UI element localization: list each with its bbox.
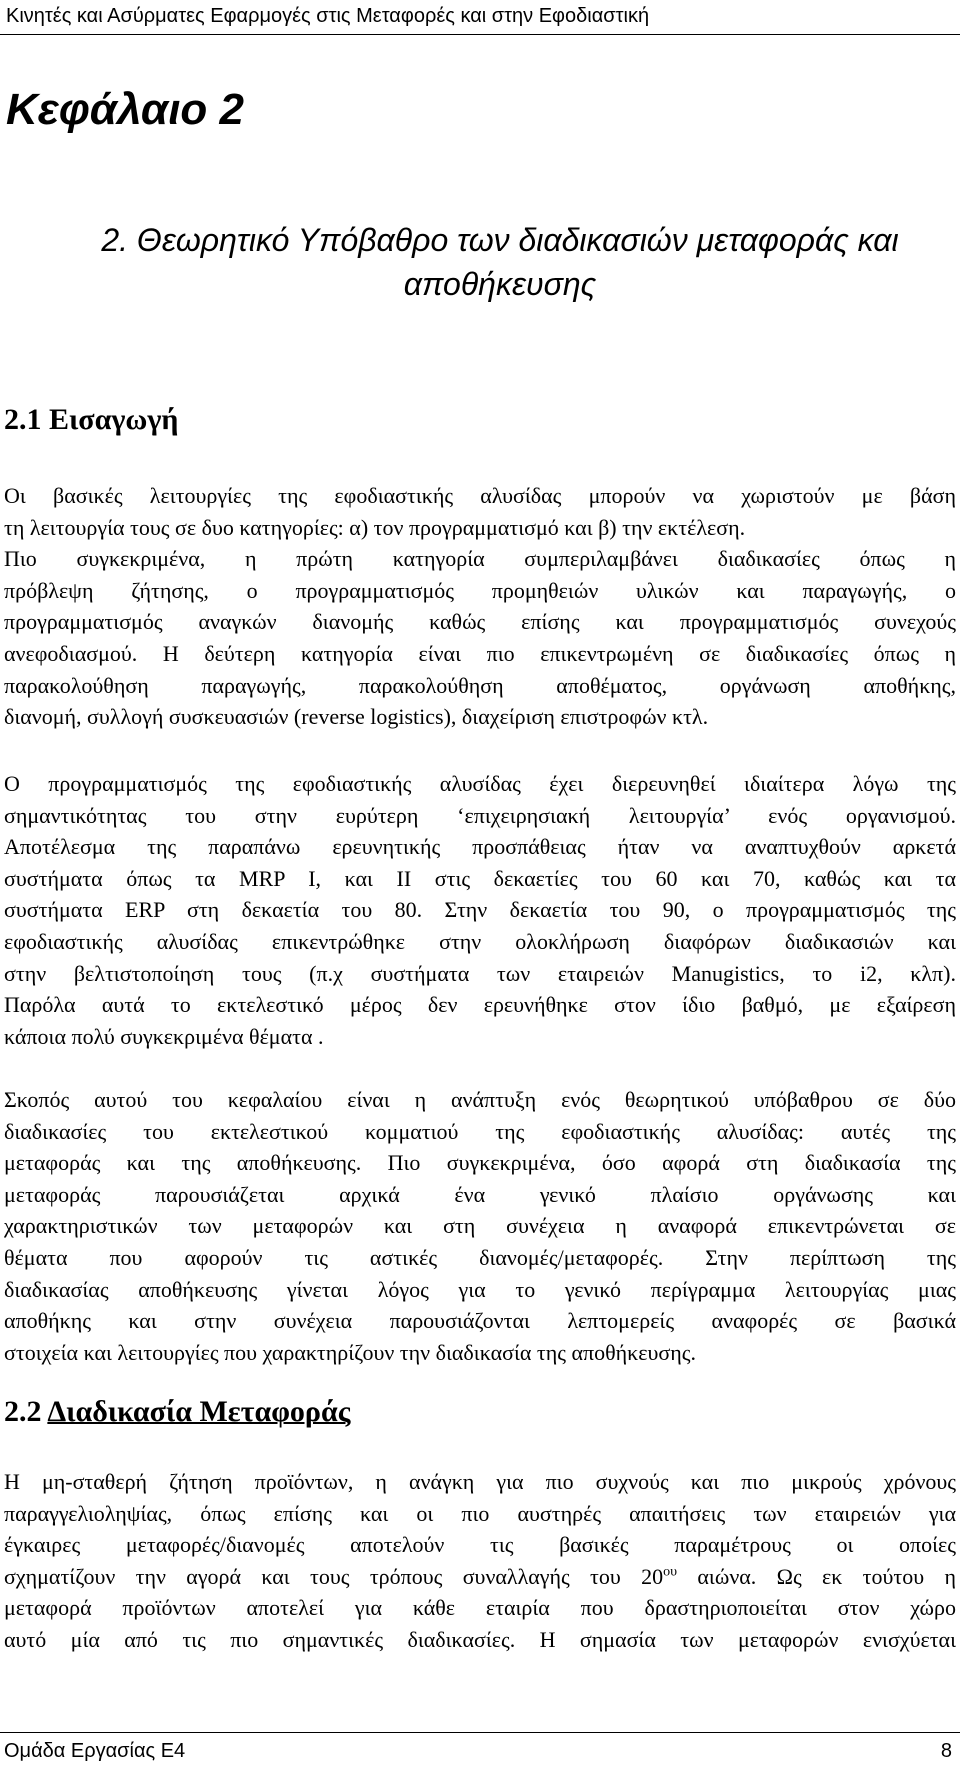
text-line: Πιο συγκεκριμένα, η πρώτη κατηγορία συμπεριλαμβάνει διαδικασίες όπως η [4,546,956,572]
text-line: αυτό μία από τις πιο σημαντικές διαδικασίες. Η σημασία των μεταφορών ενισχύεται [4,1626,956,1652]
chapter-title-line-1: 2. Θεωρητικό Υπόβαθρο των διαδικασιών μεταφοράς και [101,222,899,258]
text-line: έγκαιρες μεταφορές/διανομές αποτελούν τις βασικές παραμέτρους οι οποίες [4,1532,956,1558]
section-number: 2.2 [4,1395,42,1428]
text-line: συστήματα ERP στη δεκαετία του 80. Στην δεκαετία του 90, ο προγραμματισμός της [4,897,956,923]
text-fragment: σχηματίζουν την αγορά και τους τρόπους συναλλαγής του 20 [4,1563,664,1589]
paragraph-intro-3 [4,1084,956,1368]
text-line: πρόβλεψη ζήτησης, ο προγραμματισμός προμηθειών υλικών και παραγωγής, ο [4,577,956,603]
text-line: διαδικασίες του εκτελεστικού κομματιού της εφοδιαστικής αλυσίδας: αυτές της [4,1118,956,1144]
text-line: θέματα που αφορούν τις αστικές διανομές/μεταφορές. Στην περίπτωση της [4,1244,956,1270]
paragraph-intro-1 [4,480,956,733]
text-line: Παρόλα αυτά το εκτελεστικό μέρος δεν ερευνήθηκε στον ίδιο βαθμό, με εξαίρεση [4,992,956,1018]
text-line: χαρακτηριστικών των μεταφορών και στη συνέχεια η αναφορά επικεντρώνεται σε [4,1213,956,1239]
header-divider [0,34,960,35]
text-line: στοιχεία και λειτουργίες που χαρακτηρίζουν την διαδικασία της αποθήκευσης. [4,1339,696,1365]
text-line-with-superscript [4,1561,956,1593]
text-line: Η μη-σταθερή ζήτηση προϊόντων, η ανάγκη για πιο συχνούς και πιο μικρούς χρόνους [4,1469,956,1494]
text-line: διαδικασίας αποθήκευσης γίνεται λόγος για το γενικό περίγραμμα λειτουργίας μιας [4,1276,956,1302]
text-line: σημαντικότητας του στην ευρύτερη ‘επιχειρησιακή λειτουργία’ ενός οργανισμού. [4,802,956,828]
text-line: αποθήκης και στην συνέχεια παρουσιάζονται λεπτομερείς αναφορές σε βασικά [4,1308,956,1334]
chapter-title-line-2: αποθήκευσης [403,266,597,302]
text-line: παρακολούθηση παραγωγής, παρακολούθηση αποθέματος, οργάνωση αποθήκης, [4,672,956,698]
footer-team-name: Ομάδα Εργασίας Ε4 [4,1740,186,1762]
running-header: Κινητές και Ασύρματες Εφαρμογές στις Μεταφορές και στην Εφοδιαστική [6,5,650,27]
text-line: διανομή, συλλογή συσκευασιών (reverse logistics), διαχείριση επιστροφών κτλ. [4,704,709,730]
text-line: εφοδιαστικής αλυσίδας επικεντρώθηκε στην ολοκλήρωση διαφόρων διαδικασιών και [4,928,956,954]
text-fragment: αιώνα. Ως εκ τούτου η [677,1563,956,1589]
text-line: Σκοπός αυτού του κεφαλαίου είναι η ανάπτυξη ενός θεωρητικού υπόβαθρου σε δύο [4,1087,956,1112]
chapter-label: Κεφάλαιο 2 [6,85,245,134]
text-line: συστήματα όπως τα MRP I, και II στις δεκαετίες του 60 και 70, καθώς και τα [4,865,956,891]
text-line: κάποια πολύ συγκεκριμένα θέματα . [4,1023,324,1049]
chapter-title [60,218,940,306]
text-line: μεταφοράς και της αποθήκευσης. Πιο συγκεκριμένα, όσο αφορά στη διαδικασία της [4,1150,956,1176]
text-line: μεταφοράς παρουσιάζεται αρχικά ένα γενικό πλαίσιο οργάνωσης και [4,1181,956,1207]
text-line: Ο προγραμματισμός της εφοδιαστικής αλυσίδας έχει διερευνηθεί ιδιαίτερα λόγω της [4,771,956,796]
text-line: προγραμματισμός αναγκών διανομής καθώς επίσης και προγραμματισμός συνεχούς [4,609,956,635]
text-line: Αποτέλεσμα της παραπάνω ερευνητικής προσπάθειας ήταν να αναπτυχθούν αρκετά [4,834,956,860]
text-line: Οι βασικές λειτουργίες της εφοδιαστικής αλυσίδας μπορούν να χωριστούν με βάση [4,483,956,508]
paragraph-transport-1 [4,1466,956,1656]
page-number: 8 [940,1740,952,1762]
text-line: τη λειτουργία τους σε δυο κατηγορίες: α) τον προγραμματισμό και β) την εκτέλεση. [4,514,746,540]
section-heading-transport-process [4,1394,350,1430]
paragraph-intro-2 [4,768,956,1052]
text-line: παραγγελιοληψίας, όπως επίσης και οι πιο αυστηρές απαιτήσεις των εταιρειών για [4,1500,956,1526]
text-line: μεταφορά προϊόντων αποτελεί για κάθε εταιρία που δραστηριοποιείται στον χώρο [4,1595,956,1621]
text-line: ανεφοδιασμού. Η δεύτερη κατηγορία είναι πιο επικεντρωμένη σε διαδικασίες όπως η [4,640,956,666]
text-line: στην βελτιστοποίηση τους (π.χ συστήματα των εταιρειών Manugistics, το i2, κλπ). [4,960,956,986]
footer-divider [0,1732,960,1733]
section-title: Διαδικασία Μεταφοράς [47,1395,351,1428]
section-heading-introduction: 2.1 Εισαγωγή [4,403,179,436]
ordinal-superscript: ου [663,1564,678,1580]
